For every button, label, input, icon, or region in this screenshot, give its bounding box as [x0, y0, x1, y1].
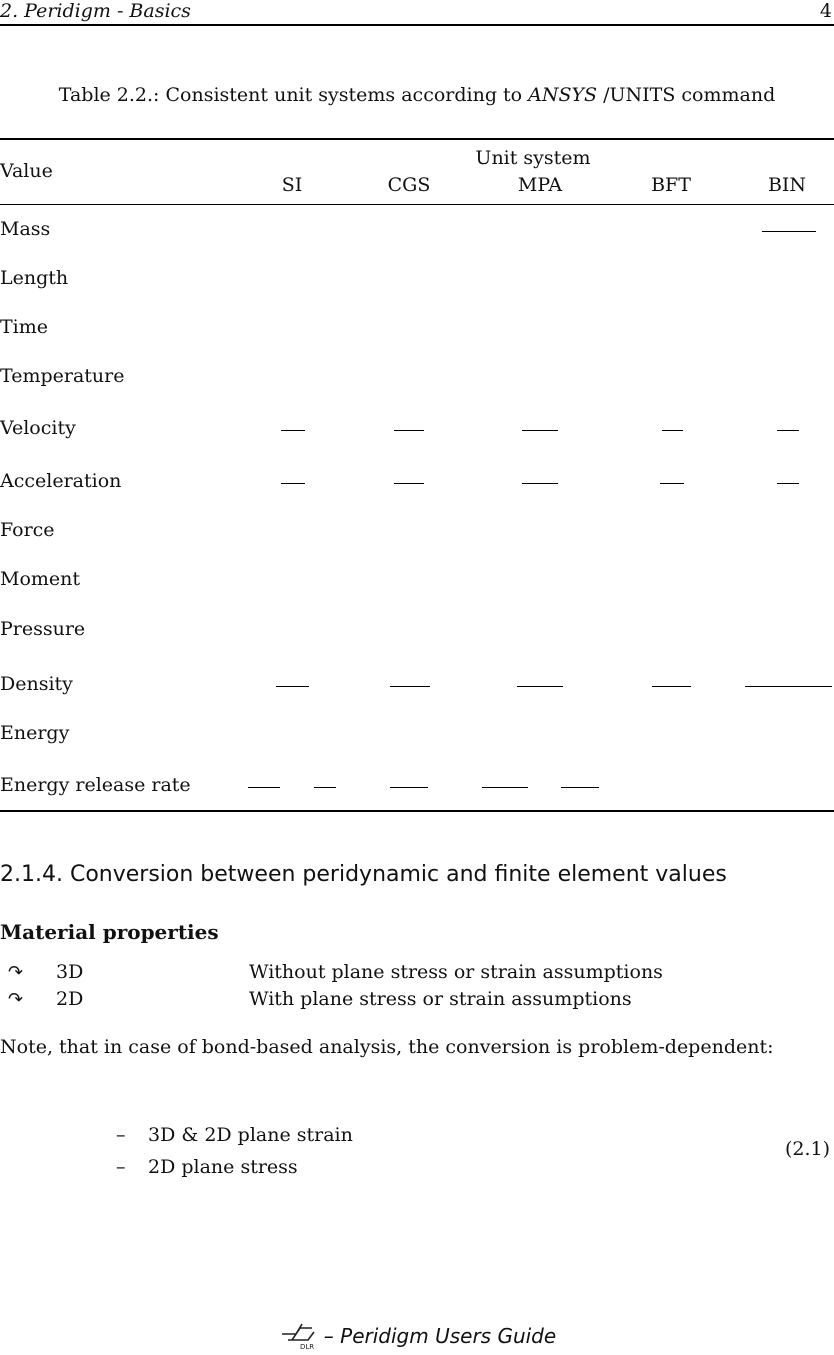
page-number: 4	[819, 0, 832, 22]
section-heading: 2.1.4. Conversion between peridynamic and finite element values	[0, 862, 727, 887]
row-label-temperature: Temperature	[0, 365, 125, 387]
fraction-bar	[281, 430, 305, 431]
row-label-velocity: Velocity	[0, 417, 76, 439]
fraction-bar	[777, 483, 799, 484]
row-label-force: Force	[0, 519, 55, 541]
row-label-density: Density	[0, 673, 73, 695]
column-header-bft: BFT	[651, 174, 691, 196]
table-bottom-rule	[0, 810, 834, 812]
fraction-bar	[662, 430, 683, 431]
table-header-value: Value	[0, 160, 53, 182]
case-dash: –	[116, 1124, 126, 1146]
fraction-bar	[390, 686, 430, 687]
table-top-rule	[0, 138, 834, 140]
fraction-bar	[394, 483, 424, 484]
row-label-energy-release-rate: Energy release rate	[0, 774, 191, 796]
equation-number: (2.1)	[784, 1138, 830, 1160]
row-label-pressure: Pressure	[0, 618, 86, 640]
fraction-bar	[522, 430, 558, 431]
footer-text: – Peridigm Users Guide	[323, 1324, 557, 1348]
row-label-time: Time	[0, 316, 49, 338]
fraction-bar	[652, 686, 691, 687]
caption-prefix: Table 2.2.: Consistent unit systems according to	[58, 84, 529, 106]
bullet-term-3d: 3D	[56, 961, 84, 983]
row-label-mass: Mass	[0, 218, 51, 240]
fraction-bar	[762, 231, 816, 232]
running-header-title: 2. Peridigm - Basics	[0, 0, 191, 22]
row-label-acceleration: Acceleration	[0, 470, 122, 492]
header-rule	[0, 24, 834, 26]
caption-italic: ANSYS	[528, 84, 598, 106]
table-caption	[0, 84, 834, 106]
case-plane-strain: 3D & 2D plane strain	[148, 1124, 353, 1146]
fraction-bar	[522, 483, 558, 484]
fraction-bar	[777, 430, 799, 431]
arrow-bullet-icon: ↷	[8, 962, 24, 983]
fraction-bar	[660, 483, 684, 484]
table-header-unit-system: Unit system	[475, 147, 591, 169]
note-paragraph: Note, that in case of bond-based analysis, the conversion is problem-dependent:	[0, 1036, 774, 1058]
fraction-bar	[745, 686, 832, 687]
fraction-bar	[281, 483, 305, 484]
case-plane-stress: 2D plane stress	[148, 1156, 298, 1178]
fraction-bar	[394, 430, 424, 431]
column-header-cgs: CGS	[387, 174, 431, 196]
column-header-mpa: MPA	[517, 174, 563, 196]
row-label-moment: Moment	[0, 568, 81, 590]
column-header-si: SI	[281, 174, 303, 196]
case-dash: –	[116, 1156, 126, 1178]
fraction-bar	[561, 787, 599, 788]
row-label-length: Length	[0, 267, 69, 289]
fraction-bar	[517, 686, 563, 687]
column-header-bin: BIN	[767, 174, 807, 196]
fraction-bar	[276, 686, 309, 687]
fraction-bar	[390, 787, 428, 788]
bullet-desc-2d: With plane stress or strain assumptions	[249, 988, 632, 1010]
svg-text:DLR: DLR	[299, 1343, 314, 1350]
subsection-heading: Material properties	[0, 920, 219, 944]
row-label-energy: Energy	[0, 722, 70, 744]
arrow-bullet-icon: ↷	[8, 989, 24, 1010]
caption-suffix: /UNITS command	[597, 84, 776, 106]
fraction-bar	[482, 787, 528, 788]
bullet-term-2d: 2D	[56, 988, 84, 1010]
fraction-bar	[314, 787, 336, 788]
bullet-desc-3d: Without plane stress or strain assumptions	[249, 961, 663, 983]
table-header-rule	[0, 204, 834, 205]
fraction-bar	[248, 787, 280, 788]
